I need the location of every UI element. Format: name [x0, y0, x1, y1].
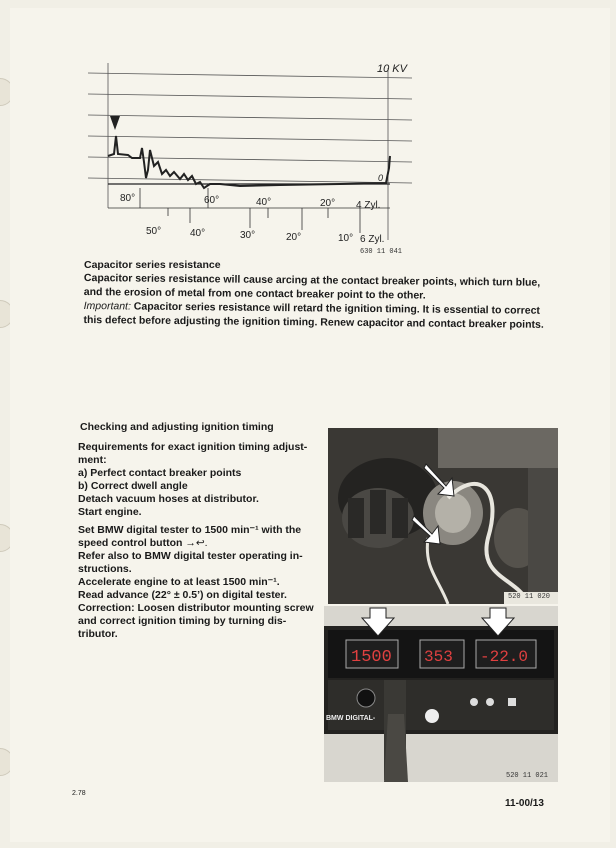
tester-brand-label: BMW DIGITAL- [326, 715, 376, 722]
text-line: structions. [78, 563, 132, 575]
scale-6cyl-30: 30° [240, 230, 256, 241]
scale-6cyl-label: 6 Zyl. [360, 234, 385, 245]
text-line: and correct ignition timing by turning dis- [78, 615, 287, 627]
capacitor-line: and the erosion of metal from one contact breaker point to the other. [83, 285, 426, 302]
requirements-block [78, 441, 323, 519]
capacitor-line: Capacitor series resistance will cause arcing at the contact breaker points, which turn blue, [83, 271, 541, 289]
important-label: Important: [83, 299, 131, 313]
scale-4cyl-60: 60° [204, 195, 220, 206]
text-line: Set BMW digital tester to 1500 min⁻¹ with the [78, 524, 302, 536]
text-line: ment: [78, 454, 107, 466]
page-code-left: 2.78 [72, 790, 86, 797]
important-text: Capacitor series resistance will retard the ignition timing. It is essential to correct [133, 300, 540, 317]
tester-display-dwell: 353 [424, 648, 453, 666]
text-line: b) Correct dwell angle [78, 480, 188, 492]
ignition-oscillogram [80, 58, 420, 263]
speed-button-text: speed control button [78, 537, 183, 549]
tester-photo-art [324, 606, 558, 782]
text-line [78, 537, 323, 550]
scale-4cyl-40: 40° [256, 197, 272, 208]
figure-number: 520 11 020 [508, 593, 551, 601]
scale-6cyl-50: 50° [146, 226, 162, 237]
distributor-photo-art [328, 428, 558, 604]
capacitor-line: this defect before adjusting the ignition timing. Renew capacitor and contact breaker points. [83, 313, 544, 331]
scale-6cyl-10: 10° [338, 233, 354, 244]
chart-zero-label: 0 [378, 173, 384, 183]
text-line: tributor. [78, 628, 118, 640]
capacitor-heading: Capacitor series resistance [84, 259, 221, 271]
figure-number: 520 11 021 [506, 772, 549, 780]
scale-4cyl-label: 4 Zyl. [356, 200, 381, 211]
scale-4cyl-80: 80° [120, 193, 136, 204]
text-line: a) Perfect contact breaker points [78, 467, 242, 479]
text-line: Requirements for exact ignition timing adjust- [78, 441, 308, 453]
tester-display-advance: -22.0 [480, 648, 529, 666]
distributor-photo [328, 428, 558, 604]
arrows-icon: →↩. [185, 537, 208, 549]
scale-6cyl-20: 20° [286, 232, 302, 243]
figure-number: 630 11 041 [360, 248, 403, 256]
trigger-marker-icon [110, 116, 120, 130]
ignition-heading: Checking and adjusting ignition timing [80, 421, 274, 433]
scale-4cyl-20: 20° [320, 198, 336, 209]
text-line: Start engine. [78, 506, 142, 518]
procedure-block [78, 524, 323, 641]
chart-scale-label: 10 KV [377, 63, 407, 75]
text-line: Correction: Loosen distributor mounting screw [78, 602, 314, 614]
text-line: Accelerate engine to at least 1500 min⁻¹. [78, 576, 280, 588]
text-line: Refer also to BMW digital tester operating in- [78, 550, 303, 562]
tester-photo [324, 606, 558, 782]
scale-6cyl-40: 40° [190, 228, 206, 239]
tester-display-rpm: 1500 [351, 648, 392, 667]
text-line: Detach vacuum hoses at distributor. [78, 493, 259, 505]
capacitor-text [83, 271, 574, 332]
text-line: Read advance (22° ± 0.5’) on digital tester. [78, 589, 287, 601]
page-number: 11-00/13 [505, 798, 544, 809]
